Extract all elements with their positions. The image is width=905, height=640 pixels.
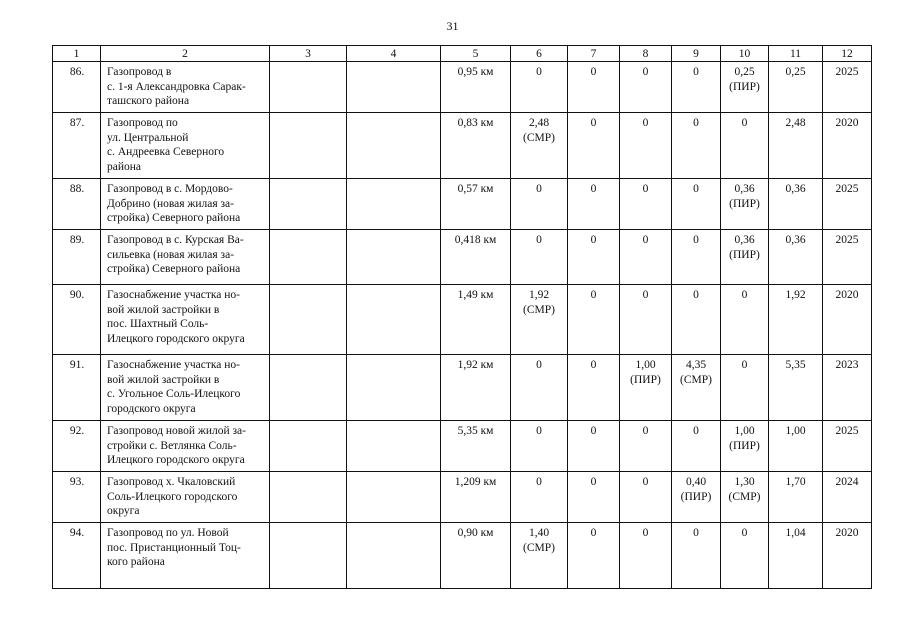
object-name-line: Илецкого городского округа (107, 332, 245, 345)
column-header-2: 2 (101, 46, 270, 62)
pipeline-length: 0,57 км (441, 179, 511, 230)
object-name-line: Газопровод по (107, 117, 178, 129)
column-8-value (620, 230, 672, 285)
object-name (101, 113, 270, 179)
column-10-value (721, 179, 769, 230)
object-name (101, 285, 270, 355)
column-7-value: 0 (568, 230, 620, 285)
column-9-value (672, 285, 721, 355)
column-8-value-line: 0 (642, 425, 649, 437)
column-9-value-line: (ПИР) (680, 490, 712, 503)
column-3-cell (270, 62, 347, 113)
column-7-value: 0 (568, 62, 620, 113)
column-9-value (672, 472, 721, 523)
column-header-4: 4 (347, 46, 441, 62)
column-10-value-line: 1,30 (734, 476, 755, 488)
object-name-line: стройка) Северного района (107, 212, 241, 224)
column-9-value-line: 0 (693, 527, 699, 539)
page-number: 31 (446, 19, 459, 33)
column-4-cell (347, 355, 441, 421)
row-number: 92. (53, 421, 101, 472)
column-header-11: 11 (769, 46, 823, 62)
column-6-value-line: 0 (536, 476, 542, 488)
column-6-value-line: 0 (536, 425, 542, 437)
column-8-value (620, 285, 672, 355)
column-10-value (721, 355, 769, 421)
column-11-total: 2,48 (769, 113, 823, 179)
object-name-line: Соль-Илецкого городского (107, 490, 238, 503)
column-11-total: 0,36 (769, 179, 823, 230)
column-6-value-line: 0 (536, 234, 542, 246)
pipeline-length: 1,209 км (441, 472, 511, 523)
completion-year: 2025 (823, 421, 872, 472)
column-8-value (620, 523, 672, 589)
column-11-total: 1,92 (769, 285, 823, 355)
pipeline-length: 1,49 км (441, 285, 511, 355)
pipeline-length: 0,418 км (441, 230, 511, 285)
table-header-row (53, 46, 872, 62)
table-row (53, 472, 872, 523)
column-header-10: 10 (721, 46, 769, 62)
column-8-value-line: 0 (642, 117, 649, 129)
column-9-value (672, 113, 721, 179)
column-8-value-line: 0 (642, 289, 649, 301)
column-header-12: 12 (823, 46, 872, 62)
column-9-value-line: 0,40 (685, 476, 707, 488)
column-10-value-line: 0,36 (734, 234, 755, 246)
column-10-value (721, 523, 769, 589)
row-number: 86. (53, 62, 101, 113)
object-name-line: стройка) Северного района (107, 263, 241, 275)
column-11-total: 1,70 (769, 472, 823, 523)
object-name-line: округа (107, 505, 140, 517)
completion-year: 2025 (823, 62, 872, 113)
object-name (101, 355, 270, 421)
object-name-line: стройки с. Ветлянка Соль- (107, 439, 237, 452)
column-6-value (511, 285, 568, 355)
column-7-value: 0 (568, 421, 620, 472)
column-10-value-line: 0,36 (734, 183, 755, 195)
column-6-value-line: 2,48 (528, 117, 550, 129)
column-10-value (721, 285, 769, 355)
column-4-cell (347, 62, 441, 113)
column-4-cell (347, 472, 441, 523)
column-6-value (511, 230, 568, 285)
column-3-cell (270, 472, 347, 523)
column-3-cell (270, 285, 347, 355)
column-header-6: 6 (511, 46, 568, 62)
object-name-line: Газопровод в (107, 66, 172, 78)
column-6-value-line: (СМР) (523, 131, 555, 144)
column-6-value (511, 523, 568, 589)
column-6-value (511, 113, 568, 179)
row-number: 90. (53, 285, 101, 355)
column-6-value-line: (СМР) (523, 303, 555, 316)
column-10-value-line: 0 (741, 359, 748, 371)
column-10-value (721, 230, 769, 285)
object-name-line: района (107, 160, 142, 173)
column-10-value-line: 0 (741, 527, 748, 539)
column-6-value (511, 355, 568, 421)
object-name-line: кого района (107, 556, 165, 568)
table-row (53, 523, 872, 589)
object-name-line: пос. Пристанционный Тоц- (107, 541, 241, 554)
column-8-value (620, 62, 672, 113)
gas-pipeline-table (52, 45, 872, 589)
table-row (53, 230, 872, 285)
pipeline-length: 5,35 км (441, 421, 511, 472)
column-4-cell (347, 230, 441, 285)
column-9-value (672, 62, 721, 113)
column-8-value-line: 0 (642, 527, 649, 539)
column-10-value-line: (ПИР) (729, 248, 760, 261)
completion-year: 2020 (823, 113, 872, 179)
column-4-cell (347, 113, 441, 179)
object-name-line: Илецкого городского округа (107, 454, 245, 466)
column-10-value-line: (СМР) (728, 490, 761, 503)
column-11-total: 0,25 (769, 62, 823, 113)
object-name-line: Газопровод по ул. Новой (107, 527, 229, 539)
column-10-value (721, 62, 769, 113)
object-name-line: Газопровод в с. Курская Ва- (107, 234, 244, 246)
completion-year: 2023 (823, 355, 872, 421)
pipeline-length: 0,95 км (441, 62, 511, 113)
column-9-value (672, 421, 721, 472)
object-name (101, 62, 270, 113)
pipeline-length: 0,90 км (441, 523, 511, 589)
column-8-value-line: 0 (642, 66, 649, 78)
column-3-cell (270, 230, 347, 285)
object-name-line: Газоснабжение участка но- (107, 289, 240, 301)
column-6-value-line: 0 (536, 66, 542, 78)
column-header-8: 8 (620, 46, 672, 62)
column-9-value-line: 0 (693, 117, 699, 129)
table-row (53, 355, 872, 421)
object-name (101, 523, 270, 589)
column-7-value: 0 (568, 523, 620, 589)
column-7-value: 0 (568, 113, 620, 179)
object-name-line: с. Андреевка Северного (107, 146, 225, 158)
column-10-value-line: 0 (741, 289, 748, 301)
object-name-line: Газопровод новой жилой за- (107, 425, 246, 437)
pipeline-length: 0,83 км (441, 113, 511, 179)
column-8-value (620, 421, 672, 472)
object-name-line: с. Угольное Соль-Илецкого (107, 388, 241, 400)
column-10-value-line: 0,25 (734, 66, 755, 78)
column-3-cell (270, 113, 347, 179)
column-header-5: 5 (441, 46, 511, 62)
column-9-value-line: 0 (693, 66, 699, 78)
column-10-value-line: 0 (741, 117, 748, 129)
object-name-line: Газопровод х. Чкаловский (107, 476, 236, 488)
column-6-value (511, 472, 568, 523)
column-4-cell (347, 179, 441, 230)
object-name-line: вой жилой застройки в (107, 373, 220, 386)
column-9-value-line: 0 (693, 234, 699, 246)
object-name-line: ташского района (107, 95, 190, 107)
column-8-value-line: 0 (642, 234, 649, 246)
column-8-value (620, 113, 672, 179)
object-name-line: городского округа (107, 402, 196, 415)
object-name-line: ул. Центральной (107, 131, 189, 144)
column-8-value-line: 0 (642, 476, 649, 488)
column-7-value: 0 (568, 285, 620, 355)
row-number: 87. (53, 113, 101, 179)
column-6-value (511, 179, 568, 230)
table-row (53, 113, 872, 179)
pipeline-length: 1,92 км (441, 355, 511, 421)
column-4-cell (347, 285, 441, 355)
table-row (53, 62, 872, 113)
table-row (53, 285, 872, 355)
column-10-value (721, 472, 769, 523)
completion-year: 2025 (823, 230, 872, 285)
column-9-value-line: 0 (693, 289, 699, 301)
completion-year: 2020 (823, 285, 872, 355)
completion-year: 2024 (823, 472, 872, 523)
column-9-value-line: 0 (693, 183, 699, 195)
object-name-line: Газоснабжение участка но- (107, 359, 240, 371)
object-name-line: сильевка (новая жилая за- (107, 248, 235, 261)
table-row (53, 421, 872, 472)
object-name-line: вой жилой застройки в (107, 303, 220, 316)
object-name (101, 421, 270, 472)
column-11-total: 5,35 (769, 355, 823, 421)
object-name-line: Газопровод в с. Мордово- (107, 183, 233, 195)
column-10-value-line: (ПИР) (729, 80, 760, 93)
column-header-1: 1 (53, 46, 101, 62)
column-header-3: 3 (270, 46, 347, 62)
row-number: 88. (53, 179, 101, 230)
object-name (101, 179, 270, 230)
column-10-value-line: (ПИР) (729, 439, 760, 452)
column-9-value (672, 355, 721, 421)
column-8-value-line: 1,00 (635, 359, 656, 371)
column-6-value-line: 0 (536, 359, 542, 371)
column-header-7: 7 (568, 46, 620, 62)
column-3-cell (270, 421, 347, 472)
column-11-total: 1,04 (769, 523, 823, 589)
object-name (101, 472, 270, 523)
column-6-value-line: 1,40 (528, 527, 550, 539)
column-8-value (620, 179, 672, 230)
object-name-line: с. 1-я Александровка Сарак- (107, 80, 246, 93)
column-6-value-line: (СМР) (523, 541, 555, 554)
column-11-total: 0,36 (769, 230, 823, 285)
column-4-cell (347, 523, 441, 589)
column-10-value-line: (ПИР) (729, 197, 760, 210)
column-7-value: 0 (568, 355, 620, 421)
column-header-9: 9 (672, 46, 721, 62)
row-number: 89. (53, 230, 101, 285)
column-8-value-line: (ПИР) (630, 373, 661, 386)
column-9-value-line: 4,35 (685, 359, 707, 371)
column-9-value (672, 230, 721, 285)
column-8-value-line: 0 (642, 183, 649, 195)
completion-year: 2020 (823, 523, 872, 589)
column-9-value (672, 523, 721, 589)
column-10-value (721, 113, 769, 179)
object-name (101, 230, 270, 285)
column-8-value (620, 355, 672, 421)
column-11-total: 1,00 (769, 421, 823, 472)
row-number: 94. (53, 523, 101, 589)
row-number: 93. (53, 472, 101, 523)
column-9-value (672, 179, 721, 230)
row-number: 91. (53, 355, 101, 421)
column-7-value: 0 (568, 179, 620, 230)
column-6-value-line: 1,92 (528, 289, 550, 301)
column-10-value-line: 1,00 (734, 425, 755, 437)
completion-year: 2025 (823, 179, 872, 230)
object-name-line: Добрино (новая жилая за- (107, 197, 234, 210)
column-8-value (620, 472, 672, 523)
column-9-value-line: 0 (693, 425, 699, 437)
column-9-value-line: (СМР) (680, 373, 712, 386)
column-3-cell (270, 523, 347, 589)
column-10-value (721, 421, 769, 472)
column-3-cell (270, 179, 347, 230)
object-name-line: пос. Шахтный Соль- (107, 318, 209, 330)
column-4-cell (347, 421, 441, 472)
column-6-value (511, 421, 568, 472)
table-row (53, 179, 872, 230)
column-3-cell (270, 355, 347, 421)
column-7-value: 0 (568, 472, 620, 523)
column-6-value-line: 0 (536, 183, 542, 195)
column-6-value (511, 62, 568, 113)
